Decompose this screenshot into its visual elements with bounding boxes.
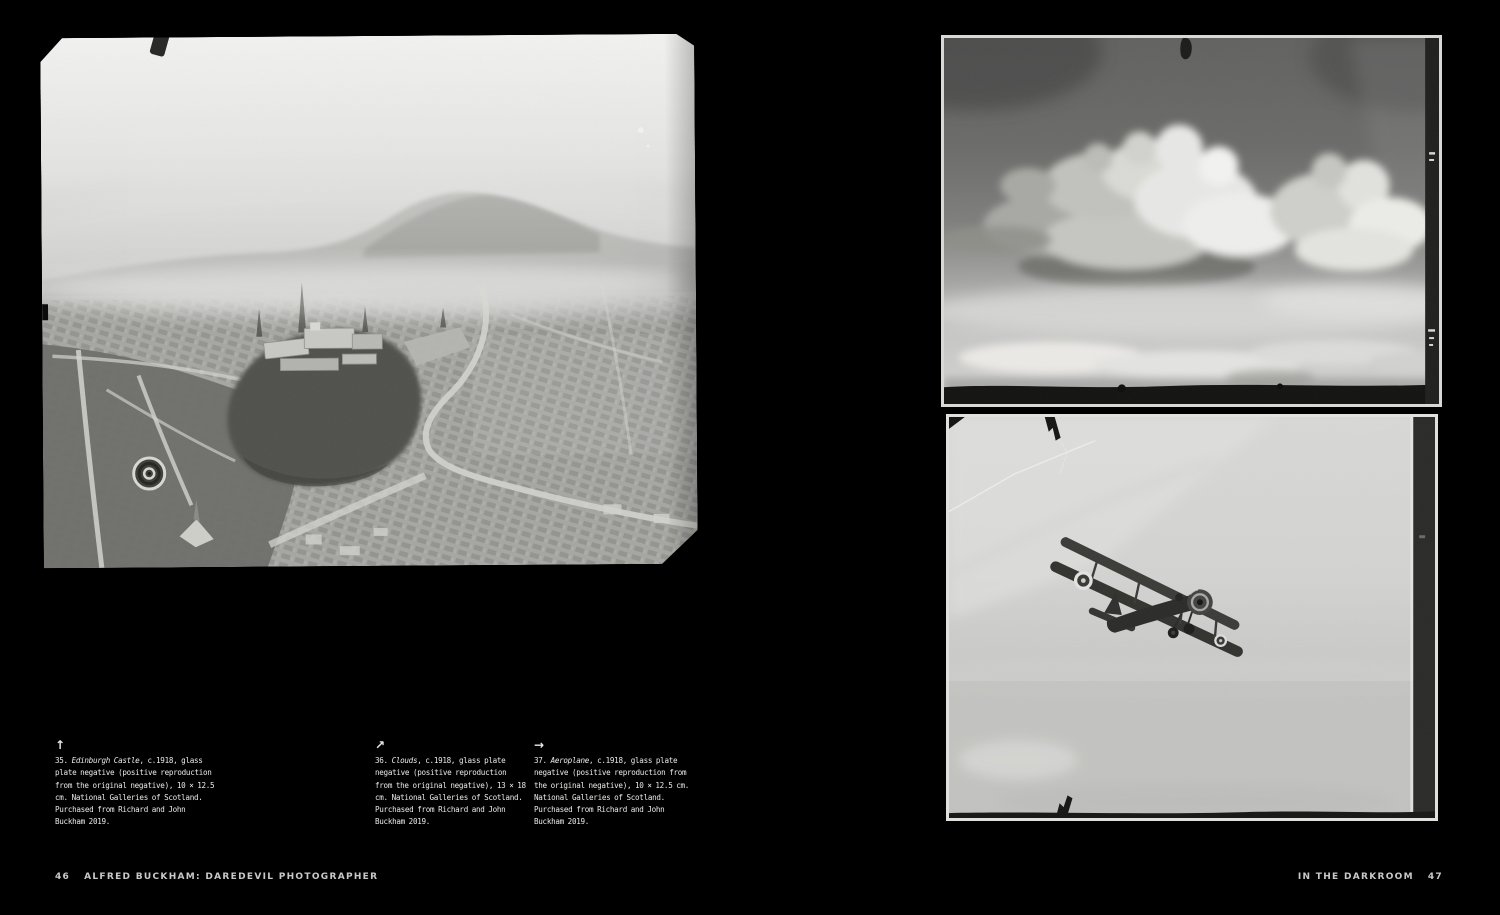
aeroplane-illustration [949,417,1435,818]
photo-clouds [941,35,1442,407]
caption-text [55,755,217,829]
running-title-left: ALFRED BUCKHAM: DAREDEVIL PHOTOGRAPHER [84,872,379,882]
caption-aeroplane [534,739,690,829]
caption-title: Edinburgh Castle [71,756,140,765]
caption-number: 37. [534,756,551,765]
caption-text [534,755,690,829]
caption-number: 36. [375,756,392,765]
edinburgh-castle-illustration [40,34,698,569]
up-right-arrow-icon: ↗ [375,738,386,752]
caption-text [375,755,527,829]
caption-title: Clouds [391,756,418,765]
caption-clouds [375,739,527,829]
up-arrow-icon: ↑ [55,738,66,752]
page-number-left: 46 [55,872,71,882]
footer-right [1298,872,1443,882]
caption-number: 35. [55,756,72,765]
caption-edinburgh-castle [55,739,217,829]
caption-details: , c.1918, glass plate negative (positive reproduction from the original negative), 10 × 12.5 cm. National Galleries of Scotland. Purchased from Richard and John Buckham 2019. [55,756,215,827]
right-arrow-icon: → [534,738,545,752]
clouds-illustration [944,38,1439,404]
page-number-right: 47 [1427,872,1443,882]
caption-details: , c.1918, glass plate negative (positive reproduction from the original negative), 13 × 18 cm. National Galleries of Scotland. Purchased from Richard and John Buckham 2019. [375,756,526,827]
footer-left [55,872,378,882]
photo-aeroplane [946,414,1438,821]
caption-title: Aeroplane [550,756,590,765]
caption-details: , c.1918, glass plate negative (positive reproduction from the original negative), 10 × 12.5 cm. National Galleries of Scotland. Purchased from Richard and John Buckham 2019. [534,756,690,827]
running-title-right: IN THE DARKROOM [1297,872,1414,882]
photo-edinburgh-castle [40,34,698,569]
